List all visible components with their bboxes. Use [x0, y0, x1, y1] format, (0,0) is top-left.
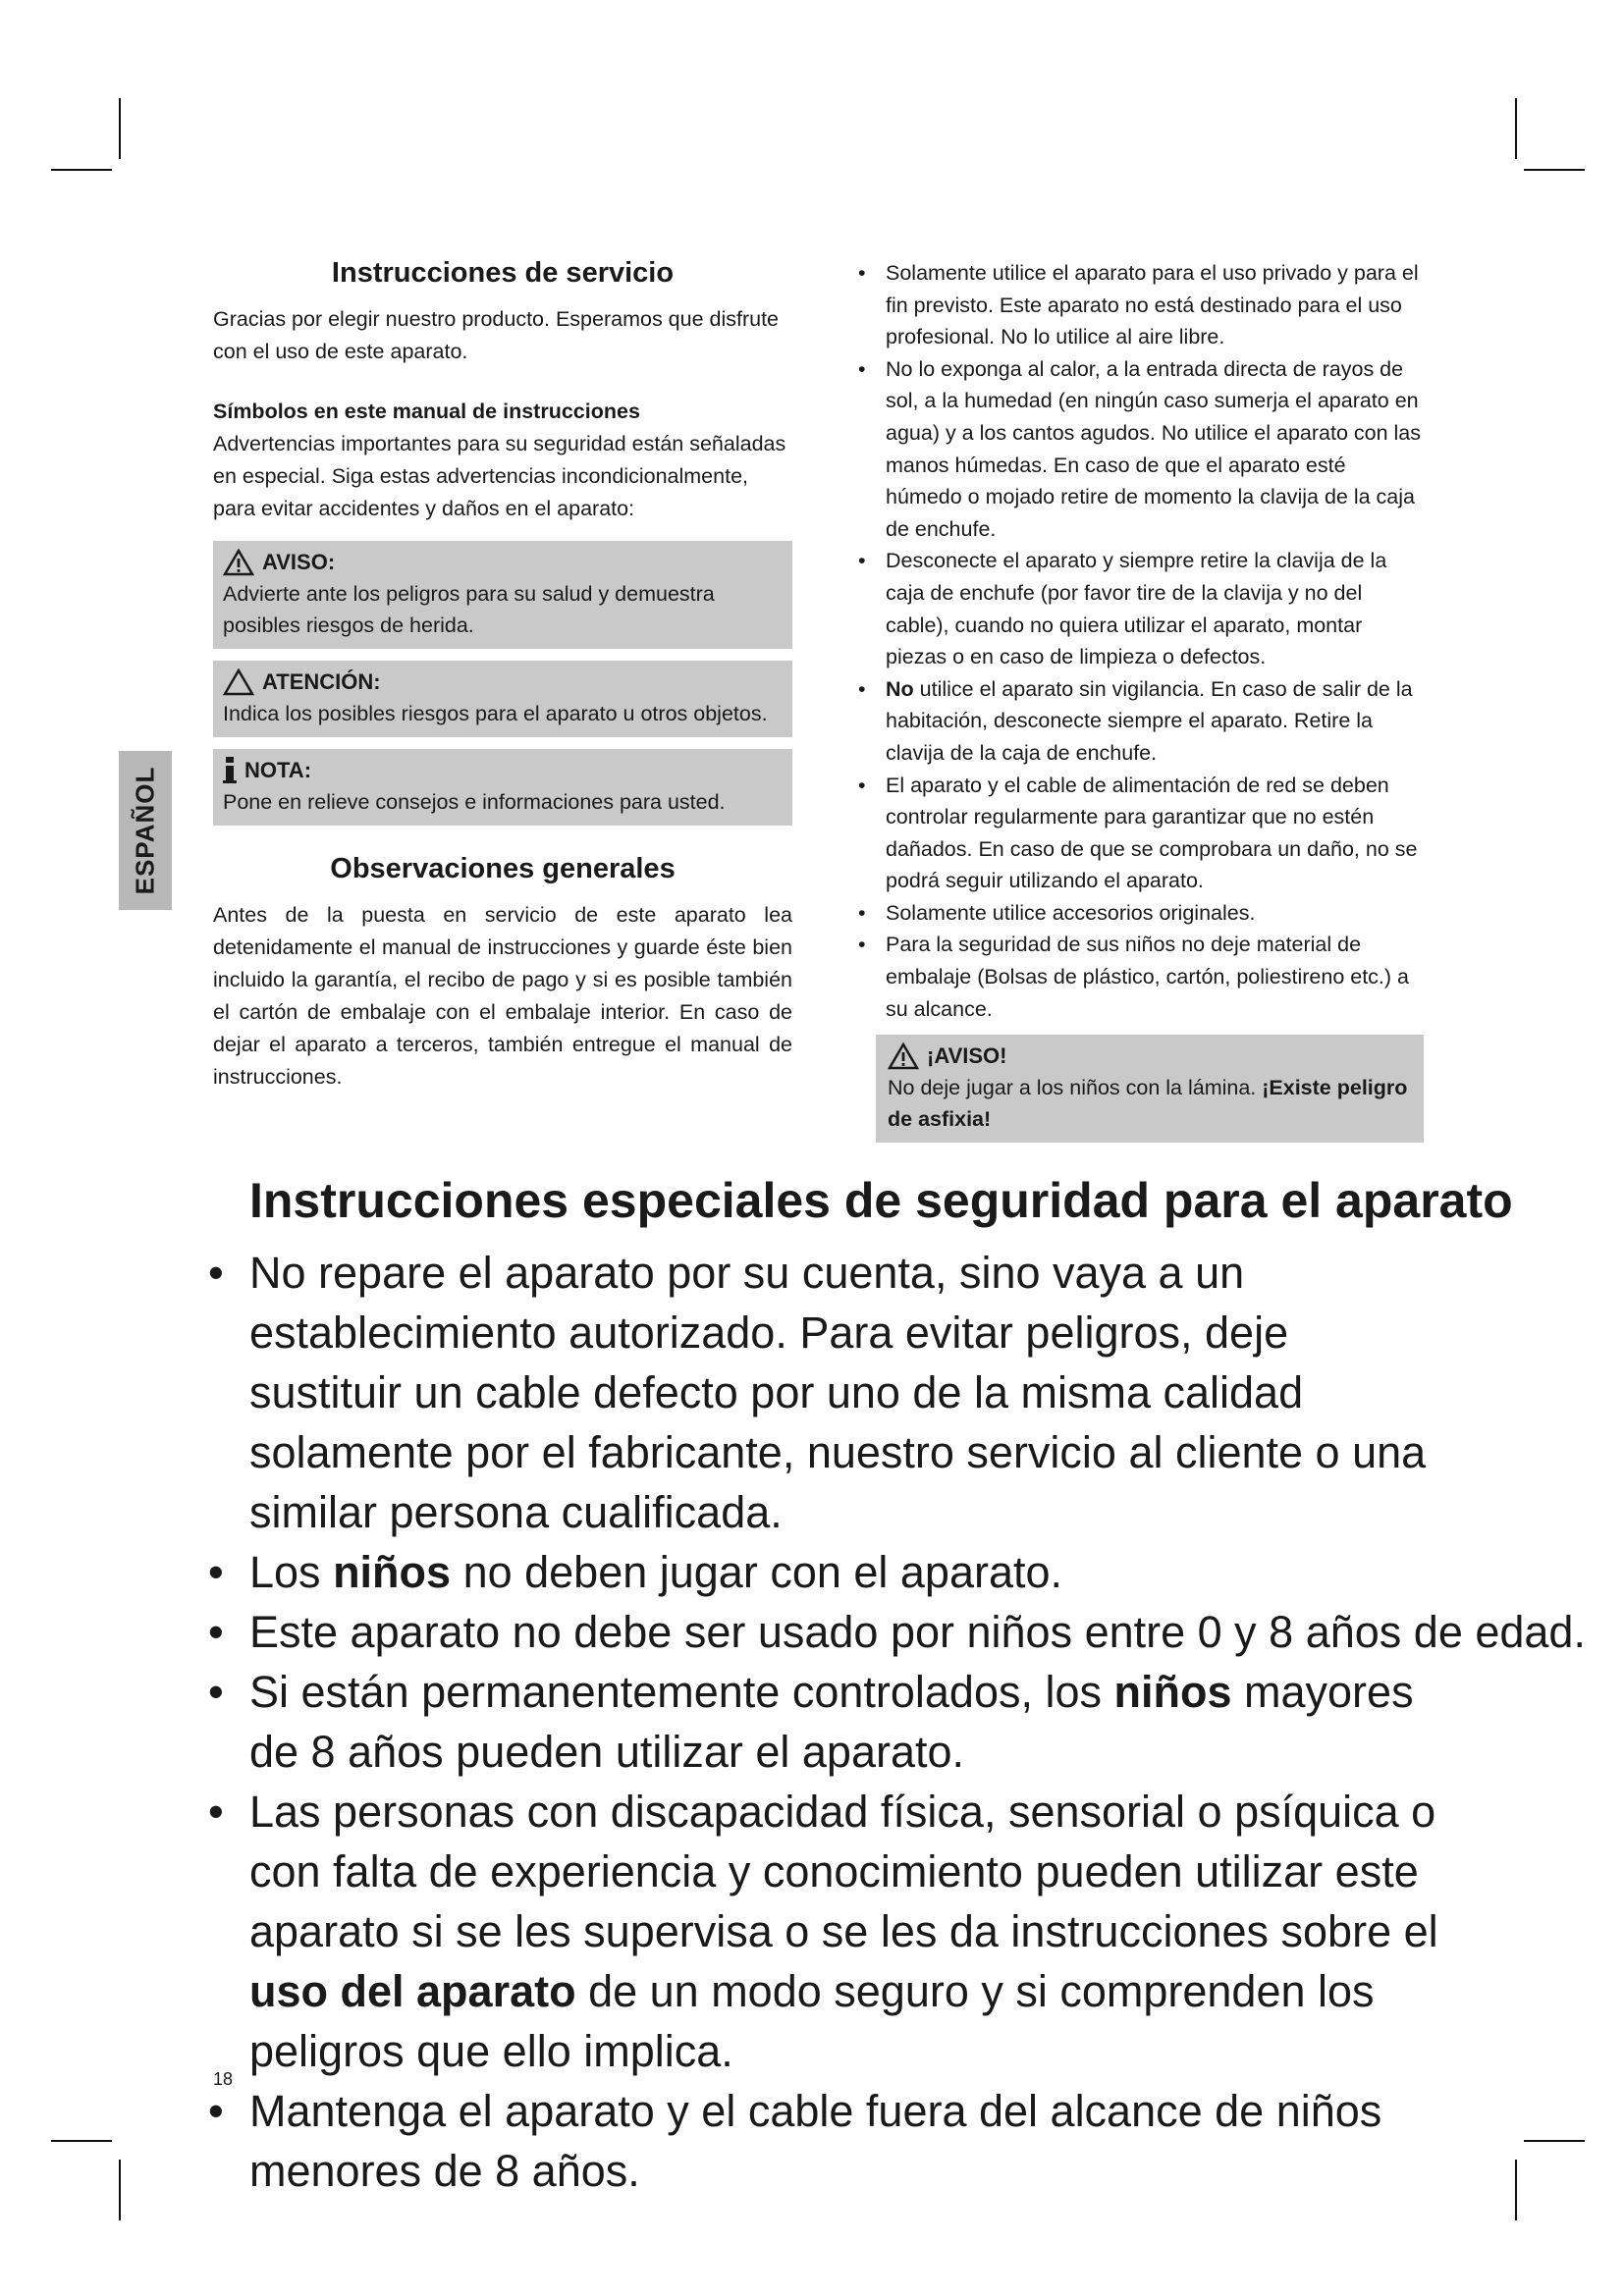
- symbols-heading: Símbolos en este manual de instrucciones: [213, 400, 640, 423]
- left-column: [213, 257, 792, 1094]
- crop-mark: [1524, 2140, 1585, 2142]
- crop-mark: [51, 2140, 112, 2142]
- section-title-general: Observaciones generales: [330, 853, 676, 884]
- list-item: • El aparato y el cable de alimentación de red se deben controlar regularmente para garantizar que no estén dañados. En caso de que se comprobara un daño, no se podrá seguir utilizando el aparato.: [858, 773, 1418, 893]
- symbols-text: Advertencias importantes para su seguridad están señaladas en especial. Siga estas advertencias incondicionalmente, para evitar accidentes y daños en el aparato:: [213, 432, 786, 520]
- crop-mark: [1515, 2160, 1517, 2220]
- list-item: • Mantenga el aparato y el cable fuera del alcance de niños menores de 8 años.: [208, 2086, 1382, 2196]
- caution-triangle-icon: [223, 668, 254, 696]
- list-item: • Para la seguridad de sus niños no deje material de embalaje (Bolsas de plástico, cartón, poliestireno etc.) a su alcance.: [858, 933, 1409, 1021]
- caution-label: ATENCIÓN:: [262, 669, 381, 694]
- list-item: • Las personas con discapacidad física, sensorial o psíquica o con falta de experiencia y conocimiento pueden utilizar este aparato si se les supervisa o se les da instrucciones sobre el uso del aparato de un modo seguro y si comprenden los peligros que ello implica.: [208, 1787, 1438, 2076]
- list-item: • Solamente utilice accesorios originales.: [858, 900, 1256, 925]
- list-item: • No lo exponga al calor, a la entrada directa de rayos de sol, a la humedad (en ningún caso sumerja el aparato en agua) y a los cantos agudos. No utilice el aparato con las manos húmedas. En caso de que el aparato esté húmedo o mojado retire de momento la clavija de la caja de enchufe.: [858, 356, 1421, 541]
- warning-box: [213, 541, 792, 649]
- intro-text: Gracias por elegir nuestro producto. Esperamos que disfrute con el uso de este aparato.: [213, 307, 780, 363]
- special-safety-title: Instrucciones especiales de seguridad para el aparato: [249, 1173, 1513, 1228]
- warning-triangle-icon: [223, 549, 254, 576]
- crop-mark: [1515, 98, 1517, 159]
- crop-mark: [1524, 169, 1585, 171]
- language-label: ESPAÑOL: [130, 766, 160, 895]
- crop-mark: [119, 2160, 121, 2220]
- list-item: • No repare el aparato por su cuenta, sino vaya a un establecimiento autorizado. Para evitar peligros, deje sustituir un cable defecto por uno de la misma calidad solamente por el fabricante, nuestro servicio al cliente o una similar persona cualificada.: [208, 1248, 1427, 1537]
- special-safety-list: [208, 1243, 1586, 2201]
- list-item: • Este aparato no debe ser usado por niños entre 0 y 8 años de edad.: [208, 1607, 1586, 1657]
- warning-label: ¡AVISO!: [927, 1043, 1007, 1069]
- list-item: • Solamente utilice el aparato para el uso privado y para el fin previsto. Este aparato no está destinado para el uso profesional. No lo utilice al aire libre.: [858, 261, 1419, 349]
- info-icon: [223, 757, 237, 784]
- suffocation-warning-box: [876, 1035, 1424, 1143]
- right-column: [837, 257, 1424, 1143]
- list-item: • Los niños no deben jugar con el aparato.: [208, 1547, 1063, 1597]
- section-title-service: Instrucciones de servicio: [331, 257, 675, 289]
- list-item: • Si están permanentemente controlados, los niños mayores de 8 años pueden utilizar el aparato.: [208, 1667, 1414, 1777]
- general-text: Antes de la puesta en servicio de este aparato lea detenidamente el manual de instrucciones y guarde éste bien incluido la garantía, el recibo de pago y si es posible también el cartón de embalaje con el embalaje interior. En caso de dejar el aparato a terceros, también entregue el manual de instrucciones.: [213, 903, 792, 1089]
- warning-label: AVISO:: [262, 550, 336, 574]
- note-label: NOTA:: [244, 758, 312, 782]
- warning-text: Advierte ante los peligros para su salud y demuestra posibles riesgos de herida.: [223, 582, 715, 637]
- list-item: • No utilice el aparato sin vigilancia. En caso de salir de la habitación, desconecte siempre el aparato. Retire la clavija de la caja de enchufe.: [858, 676, 1413, 765]
- note-text: Pone en relieve consejos e informaciones para usted.: [223, 790, 726, 814]
- crop-mark: [51, 169, 112, 171]
- special-safety-section: [208, 1168, 1586, 2201]
- caution-text: Indica los posibles riesgos para el aparato u otros objetos.: [223, 702, 768, 725]
- warning-triangle-icon: [888, 1042, 919, 1070]
- safety-list: [837, 257, 1424, 1025]
- caution-box: [213, 661, 792, 737]
- crop-mark: [119, 98, 121, 159]
- page-number: 18: [213, 2069, 234, 2089]
- warning-text: No deje jugar a los niños con la lámina. ¡Existe peligro de asfixia!: [888, 1076, 1408, 1132]
- note-box: [213, 749, 792, 826]
- list-item: • Desconecte el aparato y siempre retire la clavija de la caja de enchufe (por favor tire de la clavija y no del cable), cuando no quiera utilizar el aparato, montar piezas o en caso de limpieza o defectos.: [858, 549, 1387, 669]
- language-side-tab: [119, 751, 172, 910]
